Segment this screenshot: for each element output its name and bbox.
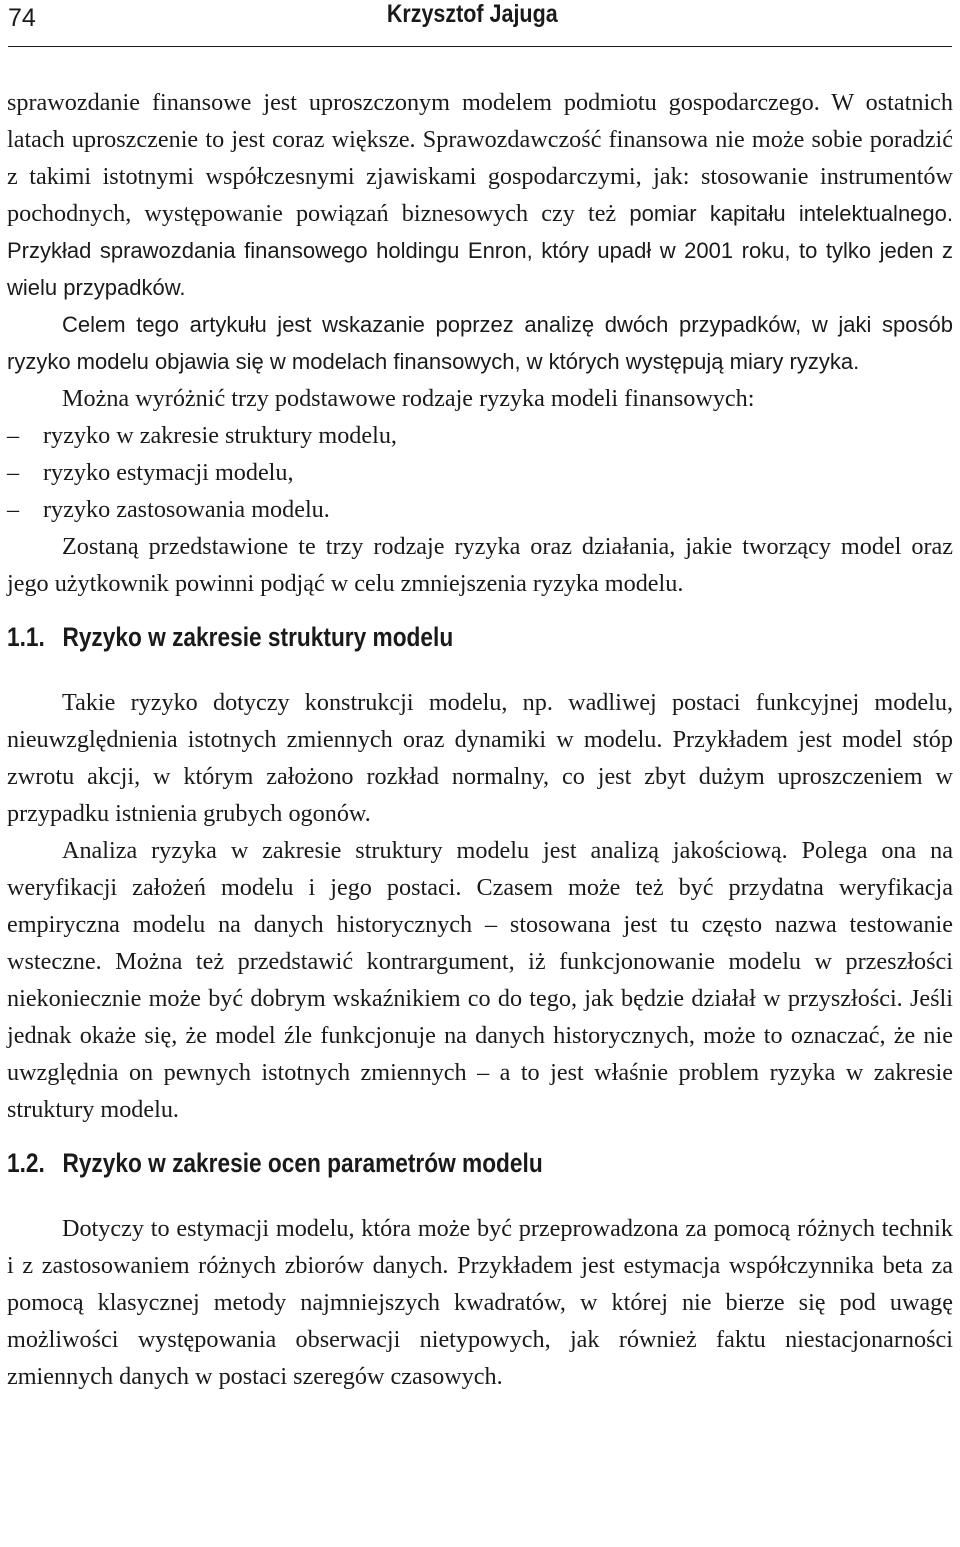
- list-item: – ryzyko zastosowania modelu.: [7, 491, 953, 528]
- section-heading-1-2: [7, 1143, 802, 1183]
- intro-paragraph-2: [7, 306, 953, 380]
- intro-p1-sans: pomiar kapitału intelektualnego. Przykład sprawozdania finansowego holdingu Enron, który upadł w 2001 roku, to tylko jeden z wielu przypadków.: [7, 201, 953, 300]
- intro-paragraph-4: Zostaną przedstawione te trzy rodzaje ryzyka oraz działania, jakie tworzący model oraz jego użytkownik powinni podjąć w celu zmniejszenia ryzyka modelu.: [7, 533, 953, 597]
- intro-paragraph-1: [7, 84, 953, 306]
- section-title: Ryzyko w zakresie ocen parametrów modelu: [62, 1148, 543, 1178]
- intro-p2-sans: Celem tego artykułu jest wskazanie poprzez analizę dwóch przypadków, w jaki sposób ryzyko modelu objawia się w modelach finansowych, w których występują miary ryzyka.: [7, 312, 953, 374]
- intro-p1-serif: sprawozdanie finansowe jest uproszczonym modelem podmiotu gospodarczego. W ostatnich latach uproszczenie to jest coraz większe. Sprawozdawczość finansowa nie może sobie poradzić z takimi istotnymi współczesnymi zjawiskami gospodarczymi, jak: stosowanie instrumentów pochodnych, występowanie powiązań biznesowych czy też: [7, 89, 953, 227]
- intro-paragraph-3: Można wyróżnić trzy podstawowe rodzaje ryzyka modeli finansowych:: [62, 385, 755, 412]
- list-item: – ryzyko w zakresie struktury modelu,: [7, 417, 953, 454]
- section-title: Ryzyko w zakresie struktury modelu: [62, 622, 454, 652]
- section-1-paragraph-1: Takie ryzyko dotyczy konstrukcji modelu, np. wadliwej postaci funkcyjnej modelu, nieuwzględnienia istotnych zmiennych oraz dynamiki w modelu. Przykładem jest model stóp zwrotu akcji, w którym założono rozkład normalny, co jest zbyt dużym uproszczeniem w przypadku istnienia grubych ogonów.: [7, 689, 953, 827]
- section-number: 1.2.: [7, 1148, 45, 1178]
- section-heading-1-1: [7, 617, 802, 657]
- section-number: 1.1.: [7, 622, 45, 652]
- page-header: [8, 0, 952, 47]
- section-1-paragraph-2: Analiza ryzyka w zakresie struktury modelu jest analizą jakościową. Polega ona na weryfikacji założeń modelu i jego postaci. Czasem może też być przydatna weryfikacja empiryczna modelu na danych historycznych – stosowana jest tu często nazwa testowanie wsteczne. Można też przedstawić kontrargument, iż funkcjonowanie modelu w przeszłości niekoniecznie może być dobrym wskaźnikiem co do tego, jak będzie działał w przyszłości. Jeśli jednak okaże się, że model źle funkcjonuje na danych historycznych, może to oznaczać, że nie uwzględnia on pewnych istotnych zmiennych – a to jest właśnie problem ryzyka w zakresie struktury modelu.: [7, 837, 953, 1123]
- running-head-author: Krzysztof Jajuga: [387, 0, 558, 28]
- list-item: – ryzyko estymacji modelu,: [7, 454, 953, 491]
- page-number: 74: [8, 4, 36, 32]
- risk-types-list: [7, 417, 953, 528]
- page-body: [7, 84, 953, 1395]
- section-2-paragraph-1: Dotyczy to estymacji modelu, która może być przeprowadzona za pomocą różnych technik i z zastosowaniem różnych zbiorów danych. Przykładem jest estymacja współczynnika beta za pomocą klasycznej metody najmniejszych kwadratów, w której nie bierze się pod uwagę możliwości występowania obserwacji nietypowych, jak również faktu niestacjonarności zmiennych danych w postaci szeregów czasowych.: [7, 1215, 953, 1390]
